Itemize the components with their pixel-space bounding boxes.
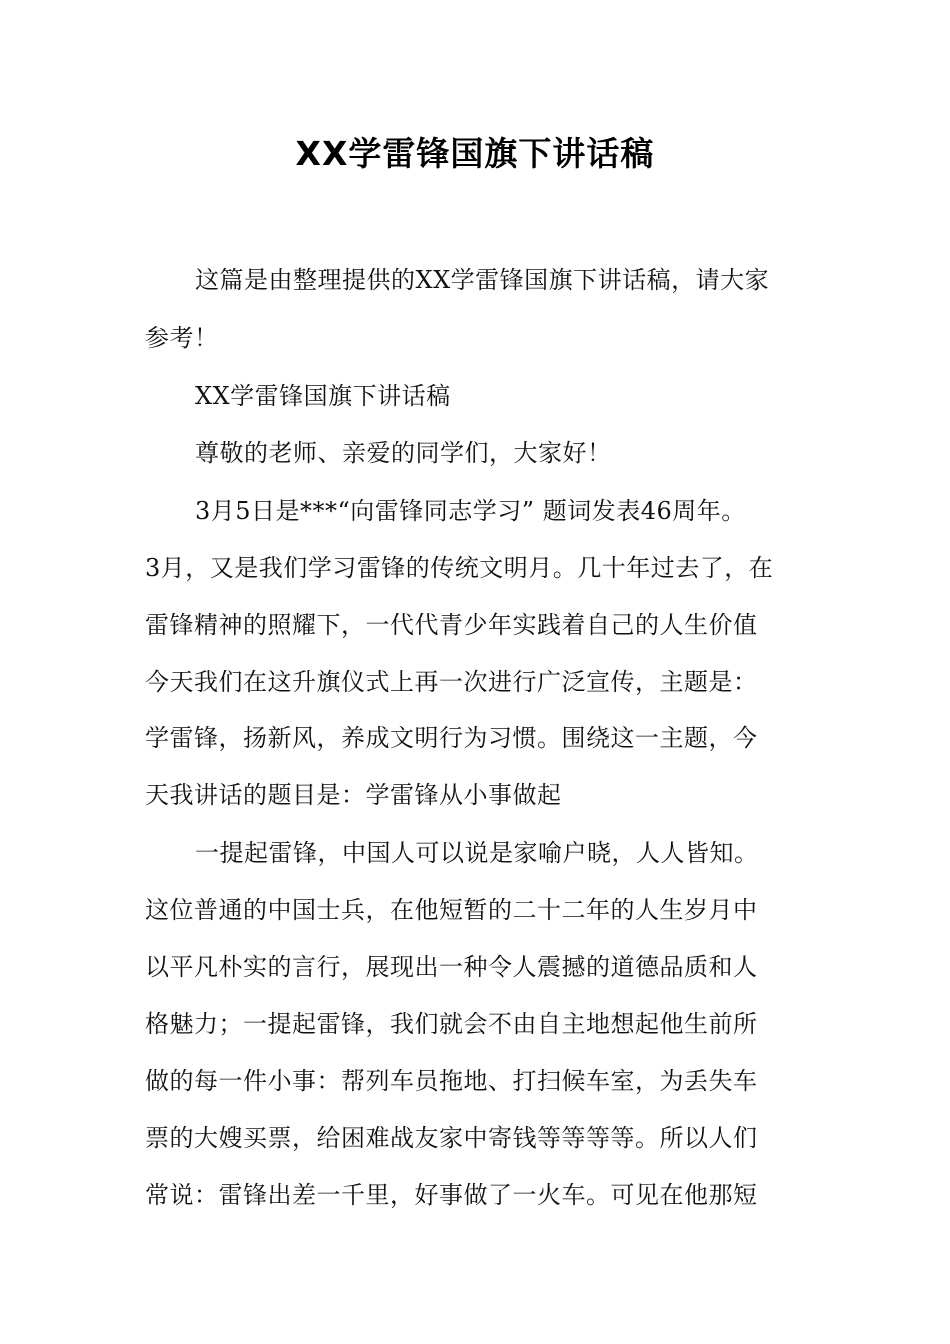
paragraph-line: 天我讲话的题目是：学雷锋从小事做起: [145, 781, 562, 809]
paragraph-line: 尊敬的老师、亲爱的同学们，大家好！: [195, 439, 612, 467]
paragraph-line: 格魅力；一提起雷锋，我们就会不由自主地想起他生前所: [145, 1010, 758, 1038]
paragraph-line: 学雷锋，扬新风，养成文明行为习惯。围绕这一主题，今: [145, 724, 758, 752]
paragraph-line: 以平凡朴实的言行，展现出一种令人震撼的道德品质和人: [145, 953, 758, 981]
paragraph-line: 这篇是由整理提供的XX学雷锋国旗下讲话稿，请大家: [195, 266, 770, 294]
paragraph-line: 3月5日是***“向雷锋同志学习” 题词发表46周年。: [195, 497, 746, 525]
paragraph-line: 雷锋精神的照耀下，一代代青少年实践着自己的人生价值: [145, 611, 758, 639]
paragraph-line: 参考！: [145, 324, 219, 352]
paragraph-line: XX学雷锋国旗下讲话稿: [195, 382, 451, 410]
paragraph-line: 票的大嫂买票，给困难战友家中寄钱等等等等。所以人们: [145, 1124, 758, 1152]
paragraph-line: 做的每一件小事：帮列车员拖地、打扫候车室，为丢失车: [145, 1067, 758, 1095]
paragraph-line: 这位普通的中国士兵，在他短暂的二十二年的人生岁月中: [145, 896, 758, 924]
paragraph-line: 3月，又是我们学习雷锋的传统文明月。几十年过去了，在: [145, 554, 774, 582]
paragraph-line: 今天我们在这升旗仪式上再一次进行广泛宣传，主题是：: [145, 668, 758, 696]
paragraph-line: 一提起雷锋，中国人可以说是家喻户晓，人人皆知。: [195, 839, 759, 867]
document-title: XX学雷锋国旗下讲话稿: [295, 134, 655, 173]
paragraph-line: 常说：雷锋出差一千里，好事做了一火车。可见在他那短: [145, 1181, 758, 1209]
